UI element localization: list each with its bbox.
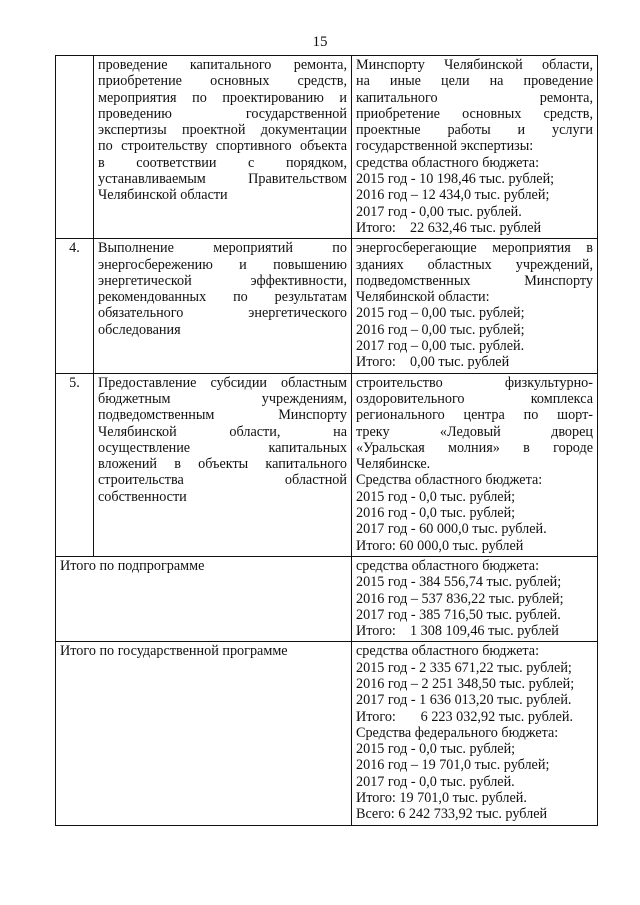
funding-line: 2017 год - 385 716,50 тыс. рублей. <box>356 606 561 623</box>
funding-line: строительство физкультурно- <box>356 374 593 391</box>
funding-line: Средства областного бюджета: <box>356 472 543 489</box>
funding-line: 2015 год - 10 198,46 тыс. рублей; <box>356 171 555 188</box>
funding-line: Минспорту Челябинской области, <box>356 57 593 73</box>
page-number: 15 <box>312 34 328 50</box>
activity-line: строительства областной <box>98 472 347 489</box>
funding-line: 2016 год – 12 434,0 тыс. рублей; <box>356 187 550 204</box>
funding-line: 2015 год - 2 335 671,22 тыс. рублей; <box>356 659 572 676</box>
funding-total-line: Итого: 60 000,0 тыс. рублей <box>356 537 524 554</box>
activity-line: обследования <box>98 321 181 338</box>
activity-line: экспертизы проектной документации <box>98 122 347 139</box>
subprogram-total-label: Итого по подпрограмме <box>56 556 352 641</box>
activity-line: проведению государственной <box>98 105 347 122</box>
funding-line: 2015 год – 0,00 тыс. рублей; <box>356 305 525 322</box>
funding-line: 2015 год - 0,0 тыс. рублей; <box>356 741 516 758</box>
funding-cell <box>352 373 598 556</box>
activity-line: Предоставление субсидии областным <box>98 374 347 391</box>
row-number <box>56 56 94 239</box>
funding-line: Средства федерального бюджета: <box>356 724 559 741</box>
funding-line: 2016 год – 19 701,0 тыс. рублей; <box>356 757 550 774</box>
funding-line: средства областного бюджета: <box>356 643 540 660</box>
activity-line: собственности <box>98 488 187 505</box>
funding-line: 2017 год - 0,0 тыс. рублей. <box>356 773 515 790</box>
funding-cell <box>352 56 598 239</box>
funding-line: 2015 год - 0,0 тыс. рублей; <box>356 488 516 505</box>
activity-line: мероприятия по проектированию и <box>98 89 347 106</box>
funding-cell <box>352 239 598 373</box>
activity-line: приобретение основных средств, <box>98 73 347 90</box>
funding-line: капитального ремонта, <box>356 89 593 106</box>
grand-total-line: Всего: 6 242 733,92 тыс. рублей <box>356 806 548 823</box>
funding-line: государственной экспертизы: <box>356 138 534 155</box>
funding-line: 2016 год – 2 251 348,50 тыс. рублей; <box>356 675 575 692</box>
funding-line: 2017 год – 0,00 тыс. рублей. <box>356 338 525 355</box>
activity-line: вложений в объекты капитального <box>98 456 347 473</box>
activity-cell <box>94 373 352 556</box>
table-row <box>56 373 598 556</box>
row-number: 5. <box>56 373 94 556</box>
funding-line: регионального центра по шорт- <box>356 407 593 424</box>
funding-line: 2017 год - 0,00 тыс. рублей. <box>356 203 522 220</box>
program-measures-table <box>55 55 598 826</box>
activity-line: обязательного энергетического <box>98 305 347 322</box>
funding-total-line: Итого: 0,00 тыс. рублей <box>356 354 510 371</box>
funding-cell <box>352 642 598 825</box>
funding-line: треку «Ледовый дворец <box>356 423 593 440</box>
activity-line: Челябинской области, на <box>98 423 347 440</box>
funding-line: проектные работы и услуги <box>356 122 593 139</box>
funding-line: 2017 год - 60 000,0 тыс. рублей. <box>356 521 547 538</box>
funding-line: зданиях областных учреждений, <box>356 256 593 273</box>
funding-total-line: Итого: 22 632,46 тыс. рублей <box>356 219 542 236</box>
funding-line: Челябинской области: <box>356 289 490 306</box>
funding-line: Челябинске. <box>356 456 431 473</box>
funding-line: 2016 год – 537 836,22 тыс. рублей; <box>356 590 564 607</box>
funding-cell <box>352 556 598 641</box>
funding-line: средства областного бюджета: <box>356 557 540 574</box>
activity-line: в соответствии с порядком, <box>98 154 347 171</box>
activity-line: Челябинской области <box>98 187 228 204</box>
subprogram-total-row <box>56 556 598 641</box>
funding-line: на иные цели на проведение <box>356 73 593 90</box>
activity-line: Выполнение мероприятий по <box>98 240 347 257</box>
funding-line: оздоровительного комплекса <box>356 390 593 407</box>
activity-line: осуществление капитальных <box>98 439 347 456</box>
funding-total-line: Итого: 6 223 032,92 тыс. рублей. <box>356 708 574 725</box>
activity-line: по строительству спортивного объекта <box>98 138 347 155</box>
program-total-row <box>56 642 598 825</box>
funding-line: 2016 год – 0,00 тыс. рублей; <box>356 321 525 338</box>
activity-line: подведомственным Минспорту <box>98 407 347 424</box>
funding-line: средства областного бюджета: <box>356 154 540 171</box>
funding-line: 2016 год - 0,0 тыс. рублей; <box>356 505 516 522</box>
activity-line: энергосбережению и повышению <box>98 256 347 273</box>
funding-line: подведомственных Минспорту <box>356 272 593 289</box>
funding-line: Итого: 19 701,0 тыс. рублей. <box>356 790 527 807</box>
funding-line: энергосберегающие мероприятия в <box>356 240 593 257</box>
activity-line: проведение капитального ремонта, <box>98 57 347 73</box>
funding-line: приобретение основных средств, <box>356 105 593 122</box>
row-number: 4. <box>56 239 94 373</box>
activity-line: энергетической эффективности, <box>98 272 347 289</box>
funding-line: 2015 год - 384 556,74 тыс. рублей; <box>356 574 562 591</box>
program-total-label: Итого по государственной программе <box>56 642 352 825</box>
activity-line: устанавливаемым Правительством <box>98 171 347 188</box>
activity-cell <box>94 56 352 239</box>
activity-line: бюджетным учреждениям, <box>98 390 347 407</box>
activity-line: рекомендованных по результатам <box>98 289 347 306</box>
table-row <box>56 56 598 239</box>
activity-cell <box>94 239 352 373</box>
table-row <box>56 239 598 373</box>
funding-line: 2017 год - 1 636 013,20 тыс. рублей. <box>356 692 572 709</box>
funding-total-line: Итого: 1 308 109,46 тыс. рублей <box>356 623 559 640</box>
funding-line: «Уральская молния» в городе <box>356 439 593 456</box>
